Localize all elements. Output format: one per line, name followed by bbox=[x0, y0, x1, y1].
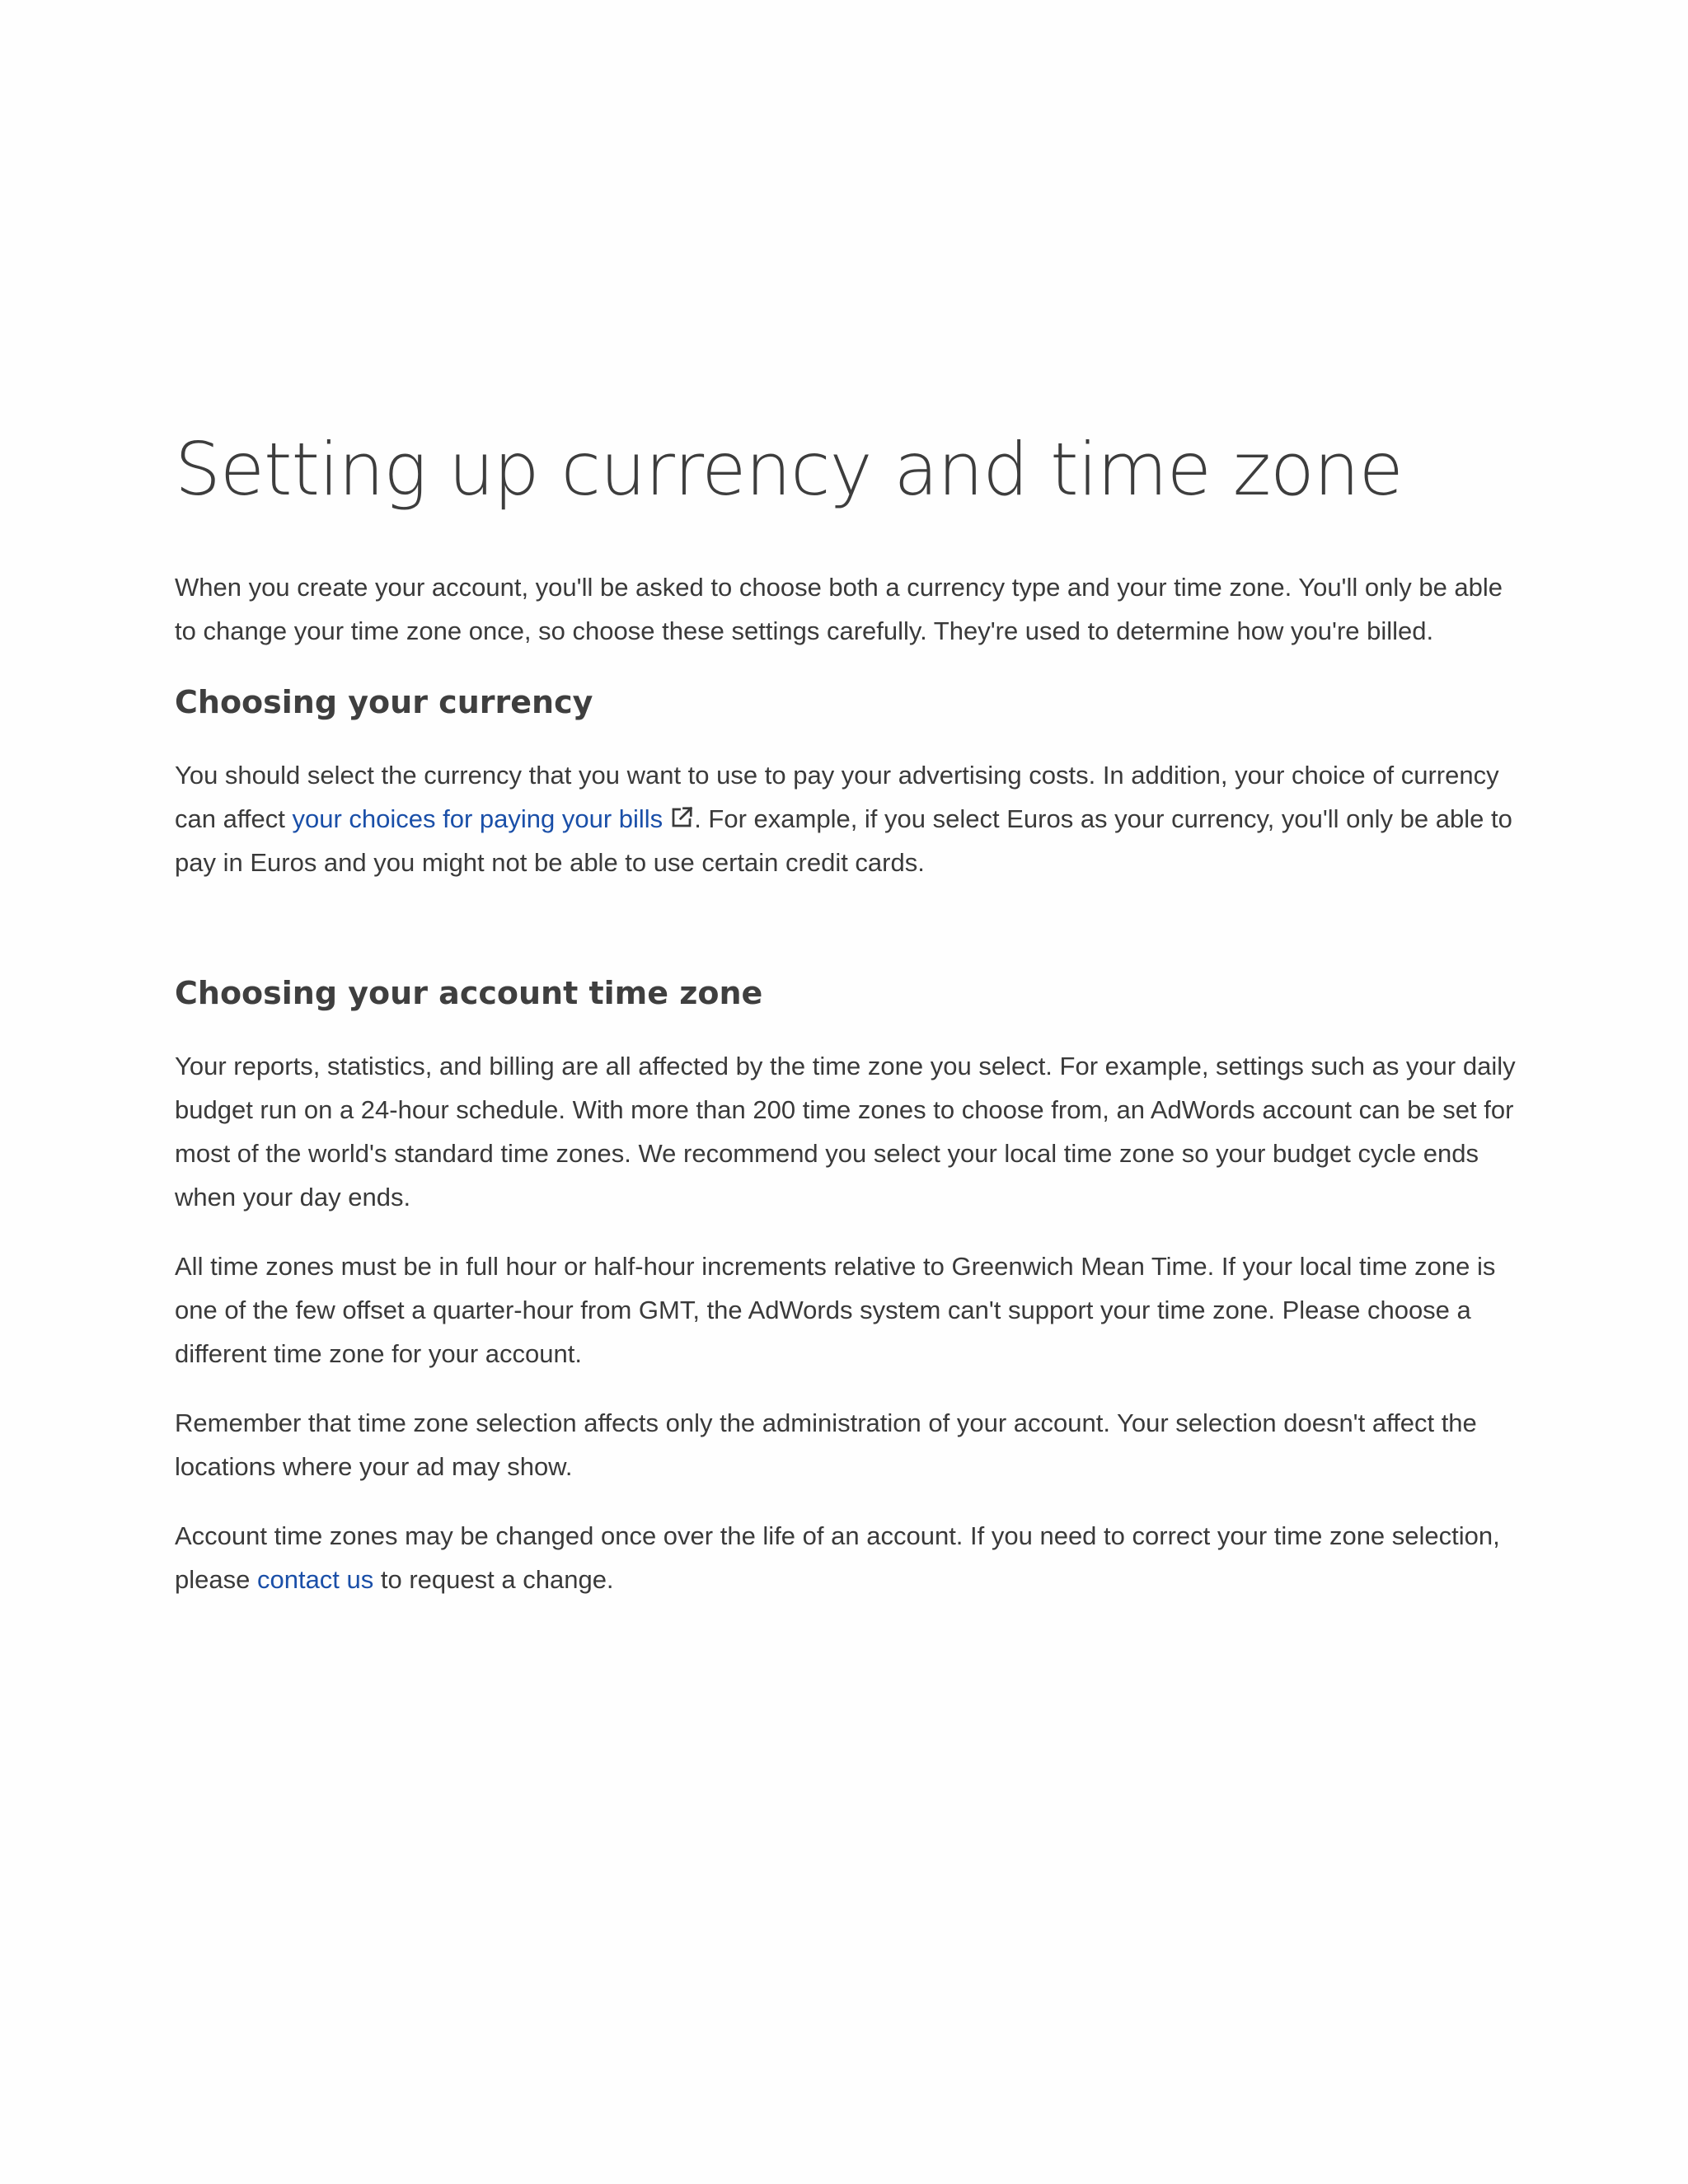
external-link-icon[interactable] bbox=[669, 805, 694, 830]
page-title: Setting up currency and time zone bbox=[175, 427, 1403, 512]
timezone-paragraph-3: Remember that time zone selection affects only the administration of your account. Your selection doesn't affect the locations where your ad may show. bbox=[175, 1408, 1477, 1481]
currency-heading: Choosing your currency bbox=[175, 684, 593, 720]
paying-bills-link[interactable] bbox=[292, 804, 694, 833]
timezone-paragraph-4 bbox=[175, 1514, 1518, 1601]
currency-paragraph-text-start: You should select the currency that you want to use to pay your advertising costs. In addition, your choice of currency can affect bbox=[175, 761, 1499, 833]
currency-paragraph-text-end: . For example, if you select Euros as your currency, you'll only be able to pay in Euros and you might not be able to use certain credit cards. bbox=[175, 804, 1512, 877]
contact-us-link[interactable]: contact us bbox=[256, 1565, 374, 1594]
timezone-paragraph-2: All time zones must be in full hour or half-hour increments relative to Greenwich Mean Time. If your local time zone is one of the few offset a quarter-hour from GMT, the AdWords system can't support your time zone. Please choose a different time zone for your account. bbox=[175, 1252, 1496, 1368]
timezone-paragraph-4-text-end: to request a change. bbox=[373, 1565, 614, 1594]
paying-bills-link-text[interactable]: your choices for paying your bills bbox=[292, 804, 663, 833]
timezone-paragraph-4-text-start: Account time zones may be changed once over the life of an account. If you need to correct your time zone selection, please bbox=[175, 1521, 1500, 1594]
currency-paragraph bbox=[175, 753, 1518, 884]
timezone-heading: Choosing your account time zone bbox=[175, 975, 763, 1011]
intro-paragraph: When you create your account, you'll be asked to choose both a currency type and your time zone. You'll only be able to change your time zone once, so choose these settings carefully. They're used to determine how you're billed. bbox=[175, 573, 1503, 645]
article bbox=[175, 420, 1518, 1601]
timezone-paragraph-1: Your reports, statistics, and billing are all affected by the time zone you select. For example, settings such as your daily budget run on a 24-hour schedule. With more than 200 time zones to choose from, an AdWords account can be set for most of the world's standard time zones. We recommend you select your local time zone so your budget cycle ends when your day ends. bbox=[175, 1052, 1516, 1212]
